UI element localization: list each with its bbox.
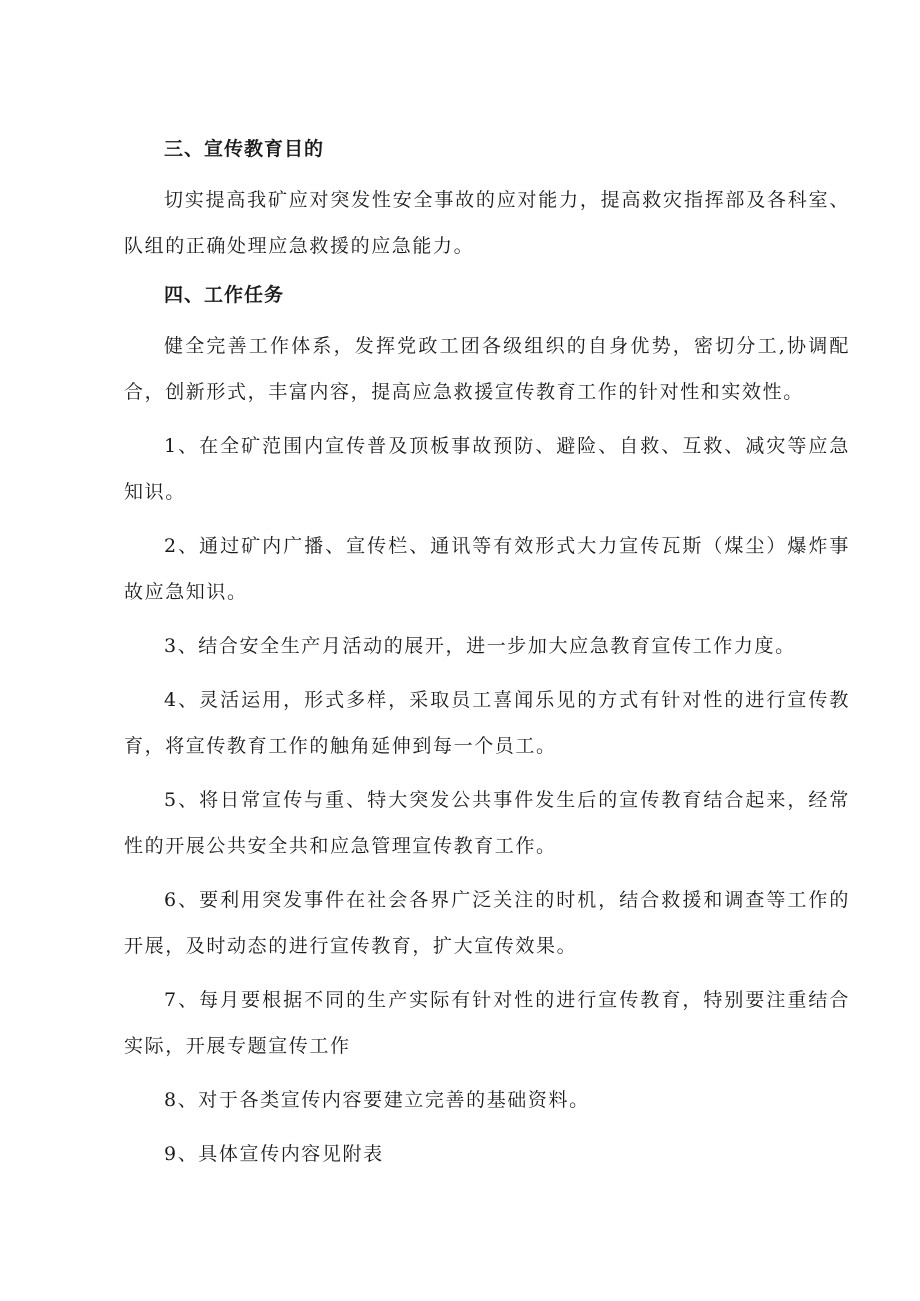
- paragraph-tasks-intro: 健全完善工作体系，发挥党政工团各级组织的自身优势，密切分工,协调配合，创新形式，丰富内容，提高应急救援宣传教育工作的针对性和实效性。: [124, 335, 850, 403]
- task-item-3: 3、结合安全生产月活动的展开，进一步加大应急教育宣传工作力度。: [164, 635, 796, 657]
- paragraph-purpose: 切实提高我矿应对突发性安全事故的应对能力，提高救灾指挥部及各科室、队组的正确处理应急救援的应急能力。: [124, 189, 850, 257]
- task-item-9: 9、具体宣传内容见附表: [164, 1143, 384, 1165]
- task-item-2: 2、通过矿内广播、宣传栏、通讯等有效形式大力宣传瓦斯（煤尘）爆炸事故应急知识。: [124, 535, 850, 603]
- task-item-8: 8、对于各类宣传内容要建立完善的基础资料。: [164, 1089, 590, 1111]
- task-item-4: 4、灵活运用，形式多样，采取员工喜闻乐见的方式有针对性的进行宣传教育，将宣传教育工作的触角延伸到每一个员工。: [124, 689, 850, 757]
- task-item-5: 5、将日常宣传与重、特大突发公共事件发生后的宣传教育结合起来，经常性的开展公共安全共和应急管理宣传教育工作。: [124, 789, 850, 857]
- section-heading-tasks: 四、工作任务: [164, 284, 285, 306]
- document-body: [124, 131, 850, 1185]
- task-item-6: 6、要利用突发事件在社会各界广泛关注的时机，结合救援和调查等工作的开展，及时动态的进行宣传教育，扩大宣传效果。: [124, 889, 850, 957]
- task-item-7: 7、每月要根据不同的生产实际有针对性的进行宣传教育，特别要注重结合实际，开展专题宣传工作: [124, 989, 850, 1057]
- section-heading-purpose: 三、宣传教育目的: [164, 138, 325, 160]
- task-item-1: 1、在全矿范围内宣传普及顶板事故预防、避险、自救、互救、减灾等应急知识。: [124, 435, 850, 503]
